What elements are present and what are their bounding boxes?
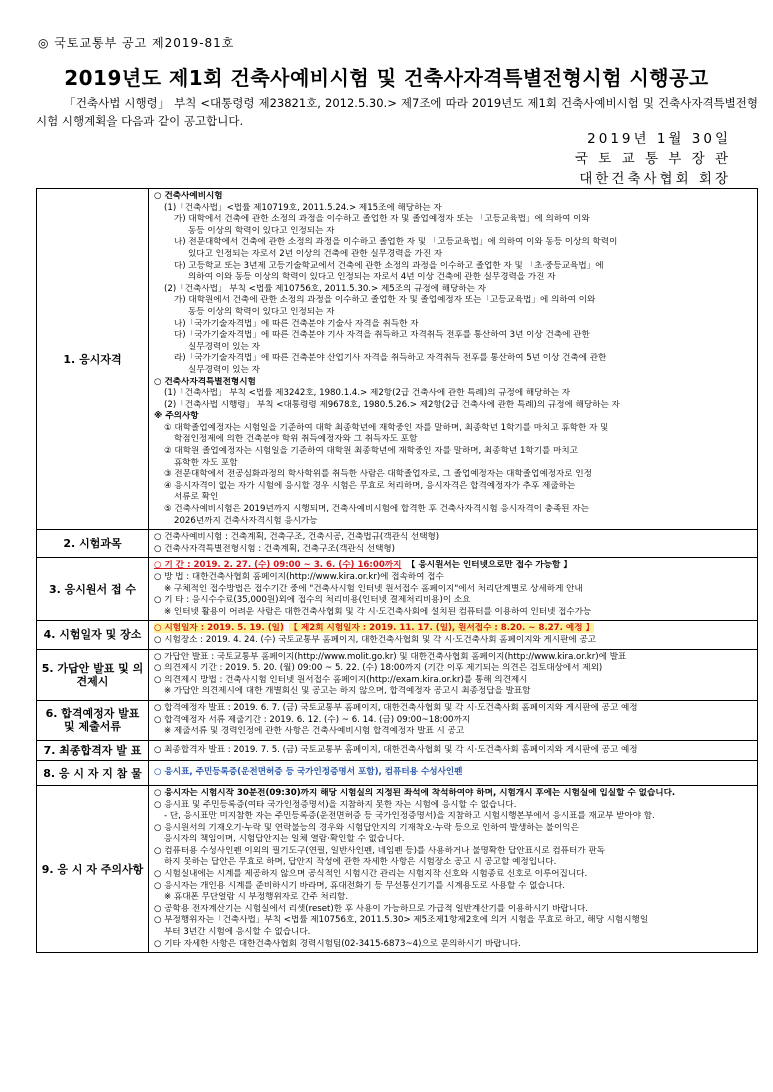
list-item: ○ 응시자는 개인용 시계를 준비하시기 바라며, 휴대전화기 등 무선통신기기를 시계용도로 사용할 수 없습니다.: [154, 880, 566, 891]
section-content: [149, 189, 758, 530]
list-item: 부터 3년간 시험에 응시할 수 없습니다.: [164, 927, 311, 938]
section-heading: 6. 합격예정자 발표 및 제출서류: [37, 700, 149, 740]
section-content: [149, 558, 758, 621]
list-item: (1)「건축사법」<법률 제10719호, 2011.5.24.> 제15조에 해당하는 자: [164, 202, 442, 213]
section-content: [149, 740, 758, 761]
list-item: ※ 가답안 의견제시에 대한 개별회신 및 공고는 하지 않으며, 합격예정자 공고시 최종정답을 발표함: [164, 686, 531, 697]
list-item: ○ 합격예정자 발표 : 2019. 6. 7. (금) 국토교통부 홈페이지, 대한건축사협회 및 각 시·도건축사회 홈페이지와 게시판에 공고 예정: [154, 702, 638, 713]
list-item: ※ 인터넷 활용이 어려운 사람은 대한건축사협회 및 각 시·도건축사회에 설치된 컴퓨터를 이용하여 인터넷 접수가능: [164, 606, 592, 617]
list-item: ○ 가답안 발표 : 국토교통부 홈페이지(http://www.molit.go.kr) 및 대한건축사협회 홈페이지(http://www.kira.or.kr)에 발표: [154, 651, 627, 662]
list-item: ※ 휴대폰 무단얼람 시 부정행위자로 간주 처리함.: [164, 892, 349, 903]
list-item: ○ 응시표 및 주민등록증(여타 국가인정증명서)을 지참하지 못한 자는 시험에 응시할 수 없습니다.: [154, 799, 517, 810]
list-item: 나)「국가기술자격법」에 따른 건축분야 기술사 자격을 취득한 자: [174, 318, 419, 329]
list-item: (1)「건축사법」 부칙 <법률 제3242호, 1980.1.4.> 제2항(2급 건축사에 관한 특례)의 규정에 해당하는 자: [164, 388, 571, 399]
notice-table: [36, 188, 758, 953]
list-item: ③ 전문대학에서 전공심화과정의 학사학위를 취득한 사람은 대학졸업자로, 그 졸업예정자는 대학졸업예정자로 인정: [164, 469, 592, 480]
signature-block: [575, 129, 731, 189]
list-item: (2)「건축사법 시행령」 부칙 <대통령령 제9678호, 1980.5.26.> 제2항(2급 건축사에 관한 특례)의 규정에 해당하는 자: [164, 399, 620, 410]
list-item: ○ 컴퓨터용 수성사인펜 이외의 필기도구(연필, 일반사인펜, 네임펜 등)를 사용하거나 불명확한 답안표시로 컴퓨터가 판독: [154, 845, 605, 856]
list-item: 응시자의 책임이며, 시험답안지는 일체 열람·확인할 수 없습니다.: [164, 834, 405, 845]
list-item: 다) 고등학교 또는 3년제 고등기술학교에서 건축에 관한 소정의 과정을 이수하고 졸업한 자 및 「초·중등교육법」에: [174, 260, 604, 271]
section-content: [149, 530, 758, 558]
section-heading: 9. 응 시 자 주의사항: [37, 785, 149, 952]
list-item: ○ 응시원서의 기재오기·누락 및 연락불능의 경우와 시험답안지의 기재착오·누락 등으로 인하여 발생하는 불이익은: [154, 822, 579, 833]
online-only-note: 【 응시원서는 인터넷으로만 접수 가능함 】: [406, 560, 572, 571]
list-item: 의하여 이와 동등 이상의 학력이 있다고 인정되는 자로서 4년 이상 건축에 관한 실무경력을 가진 자: [188, 272, 556, 283]
application-period: ○ 기 간 : 2019. 2. 27. (수) 09:00 ~ 3. 6. (수) 16:00까지: [154, 560, 402, 571]
section-content: [149, 700, 758, 740]
list-item: ○ 방 법 : 대한건축사협회 홈페이지(http://www.kira.or.kr)에 접속하여 접수: [154, 572, 444, 582]
intro-paragraph: 「건축사법 시행령」 부칙 <대통령령 제23821호, 2012.5.30.> 제7조에 따라 2019년도 제1회 건축사예비시험 및 건축사자격특별전형시험 시행계획을 다음과 같이 공고합니다.: [36, 96, 758, 128]
list-item: ○ 부정행위자는「건축사법」부칙 <법률 제10756호, 2011.5.30> 제5조제1항제2호에 의거 시험을 무효로 하고, 해당 시험시행일: [154, 915, 649, 926]
list-item: ※ 구체적인 접수방법은 접수기간 중에 "건축사시험 인터넷 원서접수 홈페이지"에서 처리단계별로 상세하게 안내: [164, 583, 583, 594]
list-item: ○ 합격예정자 서류 제출기간 : 2019. 6. 12. (수) ~ 6. 14. (금) 09:00~18:00까지: [154, 714, 471, 725]
issuer-association: 대한건축사협회 회장: [579, 171, 731, 187]
list-item: 2026년까지 건축사자격시험 응시가능: [174, 515, 318, 526]
list-item: ○ 의견제시 기간 : 2019. 5. 20. (월) 09:00 ~ 5. 22. (수) 18:00까지 (기간 이후 제기되는 의견은 검토대상에서 제외): [154, 663, 603, 674]
list-item: ○ 의견제시 방법 : 건축사시험 인터넷 원서접수 홈페이지(http://exam.kira.or.kr)를 통해 의견제시: [154, 674, 528, 685]
section-content: [149, 649, 758, 700]
section-row-cautions: [37, 785, 758, 952]
list-item: 실무경력이 있는 자: [188, 364, 260, 375]
list-item: 하지 못하는 답안은 무효로 하며, 답안지 작성에 관한 자세한 사항은 시험장소 공고 시 공고할 예정입니다.: [164, 857, 557, 868]
list-item: 가) 대학에서 건축에 관한 소정의 과정을 이수하고 졸업한 자 및 졸업예정자 또는 「고등교육법」에 의하여 이와: [174, 214, 590, 225]
list-item: ○ 시험장소 : 2019. 4. 24. (수) 국토교통부 홈페이지, 대한건축사협회 및 각 시·도건축사회 홈페이지와 게시판에 공고: [154, 634, 597, 645]
notice-number: ◎ 국토교통부 공고 제2019-81호: [38, 36, 235, 50]
second-exam-note: 【 제2회 시험일자 : 2019. 11. 17. (일), 원서접수 : 8.20. ~ 8.27. 예정 】: [289, 623, 595, 634]
section-heading: 8. 응 시 자 지 참 물: [37, 761, 149, 786]
list-item: 동등 이상의 학력이 있다고 인정되는 자: [188, 225, 335, 236]
section-heading: 4. 시험일자 및 장소: [37, 621, 149, 649]
list-item: ○ 공학용 전자계산기는 시험실에서 리셋(reset)한 후 사용이 가능하므로 가급적 일반계산기를 이용하시기 바랍니다.: [154, 903, 589, 914]
section-row-subjects: [37, 530, 758, 558]
list-item: [154, 560, 753, 572]
list-item: 라)「국가기술자격법」에 따른 건축분야 산업기사 자격을 취득하고 자격취득 전후를 통산하여 5년 이상 건축에 관한: [174, 353, 607, 364]
notice-date: 2019년 1월 30일: [587, 131, 731, 147]
list-item: ○ 건축사자격특별전형시험: [154, 376, 256, 387]
page-title: 2019년도 제1회 건축사예비시험 및 건축사자격특별전형시험 시행공고: [64, 66, 709, 90]
section-content: [149, 621, 758, 649]
list-item: ○ 응시자는 시험시작 30분전(09:30)까지 해당 시험실의 지정된 좌석에 착석하여야 하며, 시험개시 후에는 시험실에 입실할 수 없습니다.: [154, 787, 676, 798]
list-item: ○ 시험실내에는 시계를 제공하지 않으며 공식적인 시험시간 관리는 시험지작 신호와 시험종료 신호로 이루어집니다.: [154, 869, 588, 880]
section-row-items-to-bring: [37, 761, 758, 786]
list-item: ○ 건축사예비시험 : 건축계획, 건축구조, 건축시공, 건축법규(객관식 선택형): [154, 532, 440, 543]
list-item: 학점인정제에 의한 건축분야 학위 취득예정자와 그 취득자도 포함: [174, 434, 418, 445]
list-item: ⑤ 건축사예비시험은 2019년까지 시행되며, 건축사예비시험에 합격한 후 건축사자격시험 응시자격이 충족된 자는: [164, 504, 589, 515]
section-row-eligibility: [37, 189, 758, 530]
section-row-final-results: [37, 740, 758, 761]
list-item: 동등 이상의 학력이 있다고 인정되는 자: [188, 306, 335, 317]
list-item: ① 대학졸업예정자는 시험일을 기준하여 대학 최종학년에 재학중인 자를 말하며, 최종학년 1학기를 마치고 휴학한 자 및: [164, 422, 609, 433]
list-item: (2)「건축사법」 부칙 <법률 제10756호, 2011.5.30.> 제5조의 규정에 해당하는 자: [164, 283, 486, 294]
list-item: ○ 응시표, 주민등록증(운전면허증 등 국가인정증명서 포함), 컴퓨터용 수성사인펜: [154, 767, 463, 778]
list-item: ※ 제출서류 및 경력인정에 관한 사항은 건축사예비시험 합격예정자 발표 시 공고: [164, 726, 465, 737]
list-item: ○ 건축사자격특별전형시험 : 건축계획, 건축구조(객관식 선택형): [154, 543, 396, 554]
list-item: 서류로 확인: [174, 492, 219, 503]
list-item: 휴학한 자도 포함: [174, 457, 238, 468]
list-item: [154, 623, 753, 635]
section-row-application: [37, 558, 758, 621]
section-heading: 3. 응시원서 접 수: [37, 558, 149, 621]
list-item: ※ 주의사항: [154, 411, 199, 422]
section-row-provisional-answers: [37, 649, 758, 700]
section-heading: 1. 응시자격: [37, 189, 149, 530]
section-heading: 2. 시험과목: [37, 530, 149, 558]
list-item: 있다고 인정되는 자로서 2년 이상의 건축에 관한 실무경력을 가진 자: [188, 248, 443, 259]
list-item: 나) 전문대학에서 건축에 관한 소정의 과정을 이수하고 졸업한 자 및 「고등교육법」에 의하여 이와 동등 이상의 학력이: [174, 237, 618, 248]
list-item: ○ 기타 자세한 사항은 대한건축사협회 경력시험팀(02-3415-6873~4)으로 문의하시기 바랍니다.: [154, 938, 521, 949]
section-row-pass-candidates: [37, 700, 758, 740]
section-content: [149, 785, 758, 952]
section-heading: 7. 최종합격자 발 표: [37, 740, 149, 761]
list-item: 실무경력이 있는 자: [188, 341, 260, 352]
list-item: - 단, 응시표만 미지참한 자는 주민등록증(운전면허증 등 국가인정증명서)을 지참하고 시험시행본부에서 응시표를 재교부 받아야 함.: [164, 811, 655, 822]
list-item: 다)「국가기술자격법」에 따른 건축분야 기사 자격을 취득하고 자격취득 전후를 통산하여 3년 이상 건축에 관한: [174, 330, 590, 341]
list-item: ② 대학원 졸업예정자는 시험일을 기준하여 대학원 최종학년에 재학중인 자를 말하며, 최종학년 1학기를 마치고: [164, 446, 578, 457]
exam-date: ○ 시험일자 : 2019. 5. 19. (일): [154, 623, 284, 634]
section-row-schedule: [37, 621, 758, 649]
list-item: ○ 건축사예비시험: [154, 191, 223, 201]
list-item: ○ 기 타 : 응시수수료(35,000원)외에 접수의 처리비용(인터넷 결제처리비용)이 소요: [154, 595, 471, 606]
list-item: ○ 최종합격자 발표 : 2019. 7. 5. (금) 국토교통부 홈페이지, 대한건축사협회 및 각 시·도건축사회 홈페이지와 게시판에 공고 예정: [154, 744, 638, 755]
section-content: [149, 761, 758, 786]
list-item: ④ 응시자격이 없는 자가 시험에 응시할 경우 시험은 무효로 처리하며, 응시자격은 합격예정자가 추후 제출하는: [164, 480, 576, 491]
section-heading: 5. 가답안 발표 및 의견제시: [37, 649, 149, 700]
issuer-ministry: 국 토 교 통 부 장 관: [574, 151, 731, 167]
list-item: 가) 대학원에서 건축에 관한 소정의 과정을 이수하고 졸업한 자 및 졸업예정자 또는「고등교육법」에 의하여 이와: [174, 295, 596, 306]
